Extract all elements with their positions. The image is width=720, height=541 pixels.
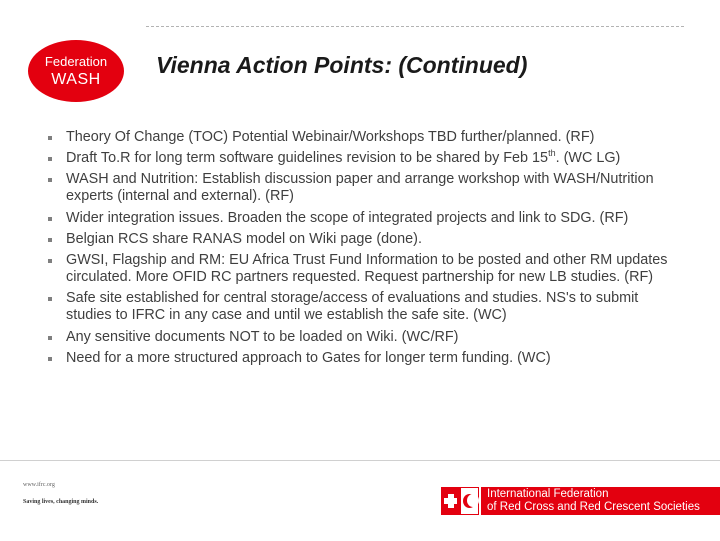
header-divider: [146, 26, 684, 27]
federation-wash-badge: [28, 40, 124, 102]
list-item: GWSI, Flagship and RM: EU Africa Trust Fund Information to be posted and other RM updates circulated. More OFID RC partners requested. Request partnership for new LB studies. (RF): [48, 252, 668, 287]
list-item: Any sensitive documents NOT to be loaded on Wiki. (WC/RF): [48, 329, 668, 346]
org-name-line-1: International Federation: [487, 488, 609, 500]
footer-tagline: Saving lives, changing minds.: [23, 499, 99, 505]
footer: [0, 460, 720, 541]
list-item: Belgian RCS share RANAS model on Wiki page (done).: [48, 231, 668, 248]
list-item: Need for a more structured approach to Gates for longer term funding. (WC): [48, 350, 668, 367]
badge-line-1: Federation: [44, 53, 108, 69]
footer-url[interactable]: www.ifrc.org: [23, 482, 55, 488]
action-points-list: [48, 129, 668, 371]
slide-title: Vienna Action Points: (Continued): [156, 52, 528, 78]
org-name-line-2: of Red Cross and Red Crescent Societies: [487, 501, 700, 513]
superscript: th: [548, 148, 556, 159]
list-item: Draft To.R for long term software guidelines revision to be shared by Feb 15th. (WC LG): [48, 150, 668, 167]
list-item: Safe site established for central storage/access of evaluations and studies. NS's to submit studies to IFRC in any case and until we establish the safe site. (WC): [48, 290, 668, 325]
list-item: WASH and Nutrition: Establish discussion paper and arrange workshop with WASH/Nutrition experts (internal and external). (RF): [48, 171, 668, 206]
badge-line-2: WASH: [51, 70, 101, 88]
list-item: Wider integration issues. Broaden the scope of integrated projects and link to SDG. (RF): [48, 210, 668, 227]
list-item: Theory Of Change (TOC) Potential Webinair/Workshops TBD further/planned. (RF): [48, 129, 668, 146]
ifrc-logo-text: [481, 487, 720, 515]
red-cross-red-crescent-icon: [441, 487, 479, 515]
